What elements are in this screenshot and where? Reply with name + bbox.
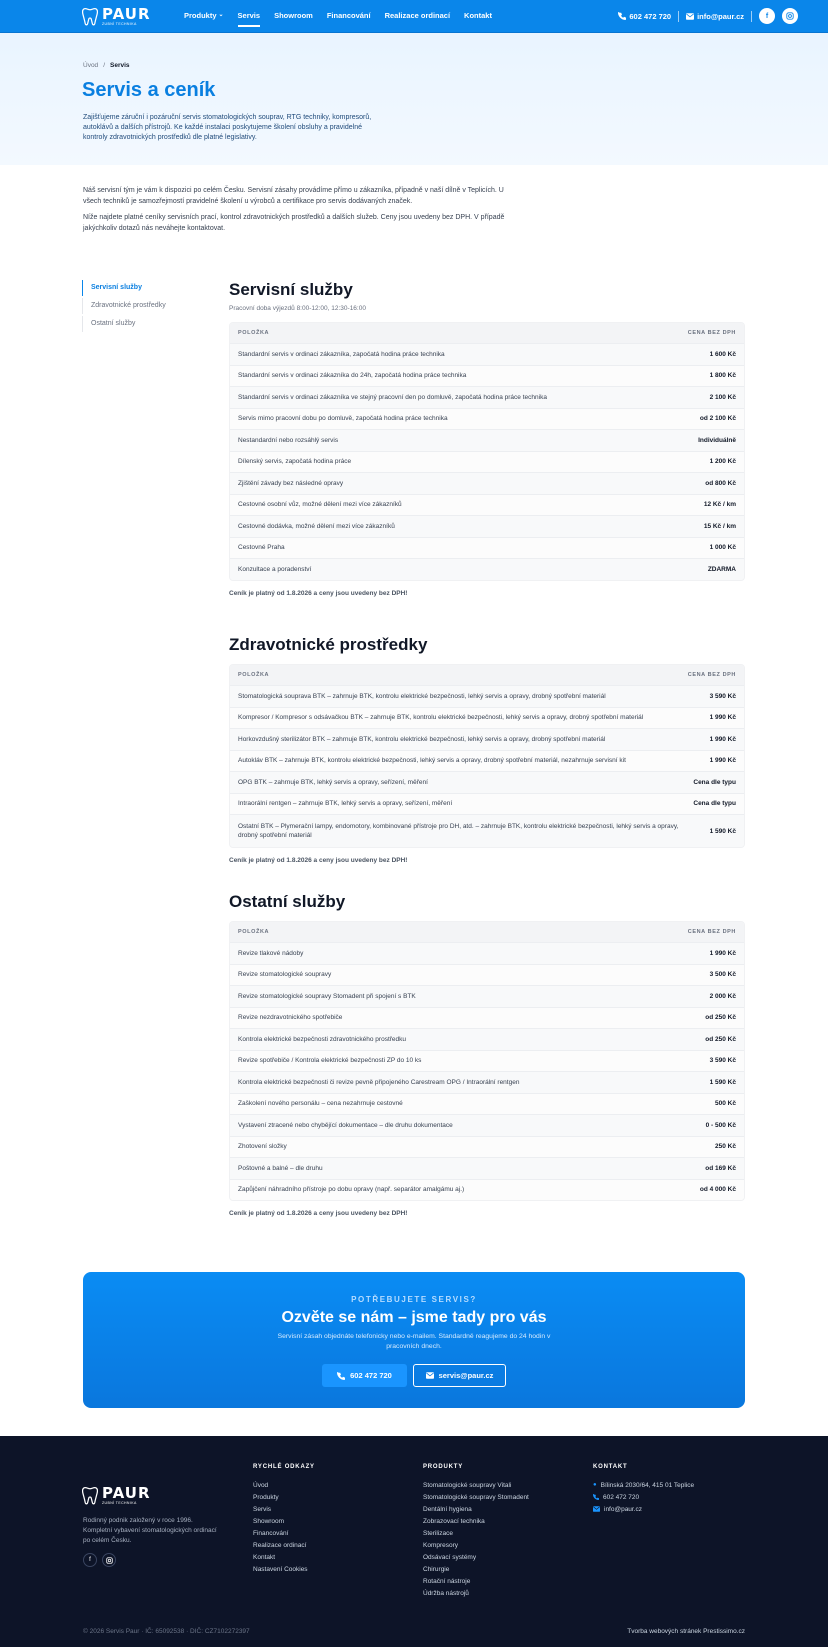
footer-contact xyxy=(593,1464,694,1515)
row-description: Revize stomatologické soupravy xyxy=(238,971,332,979)
section-servisni-sluzby xyxy=(229,280,745,597)
table-row xyxy=(230,472,744,494)
breadcrumb xyxy=(83,62,130,69)
table-row xyxy=(230,494,744,516)
table-row xyxy=(230,985,744,1007)
table-row xyxy=(230,728,744,750)
nav-label: Kontakt xyxy=(464,11,492,20)
footer-column-title: PRODUKTY xyxy=(423,1464,464,1470)
column-header-item: POLOŽKA xyxy=(238,929,270,935)
brand-tagline: ZUBNÍ TECHNIKA xyxy=(102,21,137,26)
footer-brand-tagline: ZUBNÍ TECHNIKA xyxy=(102,1500,137,1505)
row-price: 1 800 Kč xyxy=(709,372,736,380)
table-row xyxy=(230,707,744,729)
footer-column-title: KONTAKT xyxy=(593,1464,628,1470)
instagram-icon[interactable] xyxy=(782,8,798,24)
phone-icon xyxy=(337,1372,345,1380)
table-header xyxy=(230,323,744,343)
header-phone: 602 472 720 xyxy=(629,11,672,21)
email-button-label: servis@paur.cz xyxy=(438,1371,494,1380)
footer-link[interactable]: Sterilizace xyxy=(423,1529,453,1537)
row-description: Zaškolení nového personálu – cena nezahrnuje cestovné xyxy=(238,1100,403,1108)
row-description: Cestovné Praha xyxy=(238,544,285,552)
footer-link[interactable]: Chirurgie xyxy=(423,1565,450,1573)
row-price: 12 Kč / km xyxy=(703,501,736,509)
footer-email: info@paur.cz xyxy=(604,1505,643,1513)
row-price: 1 990 Kč xyxy=(709,757,736,765)
section-title: Zdravotnické prostředky xyxy=(229,635,428,654)
row-description: Cestovné dodávka, možné dělení mezi více zákazníků xyxy=(238,522,395,530)
nav-item-kontakt[interactable] xyxy=(464,11,492,27)
table-row xyxy=(230,750,744,772)
row-description: Revize nezdravotnického spotřebiče xyxy=(238,1014,343,1022)
row-description: Revize spotřebiče / Kontrola elektrické bezpečnosti ZP do 10 ks xyxy=(238,1057,422,1065)
footer-brand: PAUR xyxy=(102,1483,151,1502)
divider xyxy=(751,11,752,22)
table-row xyxy=(230,429,744,451)
cta-title: Ozvěte se nám – jsme tady pro vás xyxy=(281,1309,547,1326)
row-description: Revize tlakové nádoby xyxy=(238,949,304,957)
row-description: Kompresor / Kompresor s odsávačkou BTK – zahrnuje BTK, kontrolu elektrické bezpečnosti, lehký servis a opravy, drobný spotřební materiál xyxy=(238,714,644,722)
footer-address-text: Bílinská 2030/64, 415 01 Teplice xyxy=(600,1481,695,1489)
breadcrumb-home[interactable]: Úvod xyxy=(83,62,99,69)
instagram-icon[interactable] xyxy=(102,1553,116,1567)
row-price: 2 000 Kč xyxy=(709,992,736,1000)
sidenav-item-zdravotnicke-prostredky[interactable]: Zdravotnické prostředky xyxy=(82,298,202,314)
table-row xyxy=(230,558,744,580)
mail-icon xyxy=(426,1372,434,1379)
row-description: Zjištění závady bez následné opravy xyxy=(238,479,344,487)
tooth-icon xyxy=(82,1486,98,1505)
divider xyxy=(678,11,679,22)
site-footer xyxy=(0,1436,828,1647)
logo[interactable] xyxy=(82,4,151,26)
price-note: Ceník je platný od 1.8.2026 a ceny jsou uvedeny bez DPH! xyxy=(229,1210,408,1217)
row-price: od 2 100 Kč xyxy=(699,415,736,423)
header-email: info@paur.cz xyxy=(697,11,744,21)
row-description: Intraorální rentgen – zahrnuje BTK, lehký servis a opravy, seřízení, měření xyxy=(238,800,453,808)
chevron-down-icon: ⌄ xyxy=(218,12,224,18)
row-price: 1 600 Kč xyxy=(709,350,736,358)
row-price: od 250 Kč xyxy=(705,1014,736,1022)
section-title: Ostatní služby xyxy=(229,892,346,911)
footer-social xyxy=(83,1553,116,1567)
column-header-price: CENA BEZ DPH xyxy=(687,330,736,336)
footer-link[interactable]: Kompresory xyxy=(423,1541,459,1549)
table-row xyxy=(230,1114,744,1136)
email-button[interactable] xyxy=(413,1364,506,1387)
footer-products xyxy=(423,1464,529,1599)
price-note: Ceník je platný od 1.8.2026 a ceny jsou uvedeny bez DPH! xyxy=(229,857,408,865)
row-description: Revize stomatologické soupravy Stomadent při spojení s BTK xyxy=(238,992,416,1000)
row-price: 3 500 Kč xyxy=(709,971,736,979)
footer-link[interactable]: Produkty xyxy=(253,1493,279,1501)
row-description: OPG BTK – zahrnuje BTK, lehký servis a opravy, seřízení, měření xyxy=(238,778,428,786)
column-header-item: POLOŽKA xyxy=(238,330,270,336)
row-description: Vystavení ztracené nebo chybějící dokumentace – dle druhu dokumentace xyxy=(238,1121,453,1129)
copyright: © 2026 Servis Paur · IČ: 65092538 · DIČ: CZ7102272397 xyxy=(83,1628,250,1635)
table-row xyxy=(230,537,744,559)
section-subtitle: Pracovní doba výjezdů 8:00-12:00, 12:30-16:00 xyxy=(229,305,366,312)
footer-address xyxy=(593,1479,694,1491)
row-price: 15 Kč / km xyxy=(703,522,736,530)
cta-buttons xyxy=(83,1364,745,1387)
row-description: Konzultace a poradenství xyxy=(238,565,312,573)
nav-label: Servis xyxy=(237,11,261,20)
table-header xyxy=(230,922,744,942)
footer-link[interactable]: Showroom xyxy=(253,1517,285,1525)
price-table xyxy=(229,664,745,848)
nav-label: Produkty xyxy=(184,11,217,20)
footer-link[interactable]: Odsávací systémy xyxy=(423,1553,477,1561)
cta-kicker: POTŘEBUJETE SERVIS? xyxy=(351,1295,477,1304)
footer-column-title: RYCHLÉ ODKAZY xyxy=(253,1464,315,1470)
column-header-price: CENA BEZ DPH xyxy=(687,672,736,678)
row-description: Standardní servis v ordinaci zákazníka ve stejný pracovní den po domluvě, započatá hodina práce technika xyxy=(238,393,547,401)
table-row xyxy=(230,386,744,408)
row-price: od 250 Kč xyxy=(705,1035,736,1043)
nav-item-produkty[interactable] xyxy=(184,11,224,27)
nav-item-showroom[interactable] xyxy=(274,11,313,27)
footer-link[interactable]: Dentální hygiena xyxy=(423,1505,472,1513)
row-description: Kontrola elektrické bezpečnosti zdravotnického prostředku xyxy=(238,1035,407,1043)
row-price: 1 990 Kč xyxy=(709,714,736,722)
intro-text xyxy=(83,186,523,240)
phone-icon xyxy=(593,1494,599,1500)
section-ostatni-sluzby xyxy=(229,892,745,1217)
footer-about: Rodinný podnik založený v roce 1996. Kompletní vybavení stomatologických ordinací po celém Česku. xyxy=(83,1517,217,1544)
call-button[interactable] xyxy=(322,1364,407,1387)
row-price: 1 590 Kč xyxy=(709,827,736,835)
row-price: ZDARMA xyxy=(707,565,736,573)
row-price: 250 Kč xyxy=(715,1143,736,1151)
cta-description: Servisní zásah objednáte telefonicky nebo e-mailem. Standardně reagujeme do 24 hodin v pracovních dnech. xyxy=(277,1333,551,1350)
row-price: 500 Kč xyxy=(715,1100,736,1108)
price-table xyxy=(229,322,745,581)
footer-bottom-bar xyxy=(83,1628,745,1635)
table-row xyxy=(230,793,744,815)
nav-label: Realizace ordinací xyxy=(384,11,451,20)
section-title: Servisní služby xyxy=(229,280,353,299)
breadcrumb-separator: / xyxy=(103,62,105,69)
row-price: 3 590 Kč xyxy=(709,692,736,700)
row-price: Cena dle typu xyxy=(693,778,736,786)
footer-logo[interactable] xyxy=(82,1483,151,1505)
row-price: 1 990 Kč xyxy=(709,735,736,743)
hero-section xyxy=(0,33,828,165)
facebook-icon[interactable]: f xyxy=(83,1553,97,1567)
row-description: Zhotovení složky xyxy=(238,1143,287,1151)
row-price: 0 - 500 Kč xyxy=(705,1121,736,1129)
mail-icon xyxy=(593,1506,600,1512)
brand-name: PAUR xyxy=(102,4,151,23)
footer-link[interactable]: Zobrazovací technika xyxy=(423,1517,485,1525)
row-price: 1 200 Kč xyxy=(709,458,736,466)
row-description: Ostatní BTK – Plymerační lampy, endomotory, kombinované přístroje pro DH, atd. – zahrnuje BTK, kontrolu elektrické bezpečnosti, lehký servis a opravy, drobný spotřební materiál xyxy=(238,823,679,840)
phone-icon xyxy=(618,12,626,20)
nav-item-servis[interactable] xyxy=(238,11,261,27)
row-description: Cestovné osobní vůz, možné dělení mezi více zákazníků xyxy=(238,501,402,509)
row-price: 3 590 Kč xyxy=(709,1057,736,1065)
footer-link[interactable]: Stomatologické soupravy Stomadent xyxy=(423,1493,529,1501)
footer-link[interactable]: Financování xyxy=(253,1529,289,1537)
row-price: Cena dle typu xyxy=(693,800,736,808)
row-price: od 169 Kč xyxy=(705,1164,736,1172)
row-description: Autokláv BTK – zahrnuje BTK, kontrolu elektrické bezpečnosti, lehký servis a opravy, drobný spotřební materiál, nezahrnuje servisní kit xyxy=(238,757,626,765)
intro-paragraph: Níže najdete platné ceníky servisních prací, kontrol zdravotnických prostředků a dalších služeb. Ceny jsou uvedeny bez DPH. V případě jakýchkoliv dotazů nás neváhejte kontaktovat. xyxy=(83,214,505,232)
section-zdravotnicke-prostredky xyxy=(229,635,745,864)
footer-quick-links xyxy=(253,1464,315,1575)
row-description: Stomatologická souprava BTK – zahrnuje BTK, kontrolu elektrické bezpečnosti, lehký servis a opravy, drobný spotřební materiál xyxy=(238,692,606,700)
column-header-price: CENA BEZ DPH xyxy=(687,929,736,935)
row-price: 1 590 Kč xyxy=(709,1078,736,1086)
row-price: od 800 Kč xyxy=(705,479,736,487)
footer-link[interactable]: Údržba nástrojů xyxy=(423,1589,469,1597)
footer-link[interactable]: Rotační nástroje xyxy=(423,1577,471,1585)
footer-link[interactable]: Nastavení Cookies xyxy=(253,1565,308,1573)
row-description: Standardní servis v ordinaci zákazníka do 24h, započatá hodina práce technika xyxy=(238,372,467,380)
row-description: Standardní servis v ordinaci zákazníka, započatá hodina práce technika xyxy=(238,350,445,358)
footer-link[interactable]: Kontakt xyxy=(253,1553,276,1561)
header-email-link[interactable] xyxy=(686,12,744,21)
row-price: 2 100 Kč xyxy=(709,393,736,401)
footer-link[interactable]: Servis xyxy=(253,1505,272,1513)
breadcrumb-current: Servis xyxy=(110,62,130,69)
table-row xyxy=(230,685,744,707)
page-title: Servis a ceník xyxy=(82,79,216,101)
row-description: Poštovné a balné – dle druhu xyxy=(238,1164,323,1172)
section-sidenav xyxy=(82,280,202,334)
table-header xyxy=(230,665,744,685)
table-row xyxy=(230,942,744,964)
sidenav-item-servisni-sluzby[interactable]: Servisní služby xyxy=(82,280,202,296)
table-row xyxy=(230,343,744,365)
map-pin-icon: ● xyxy=(593,1482,597,1488)
row-price: 1 000 Kč xyxy=(709,544,736,552)
footer-link[interactable]: Realizace ordinací xyxy=(253,1541,307,1549)
table-row xyxy=(230,451,744,473)
sidenav-item-ostatni-sluzby[interactable]: Ostatní služby xyxy=(82,316,202,332)
table-row xyxy=(230,1050,744,1072)
table-row xyxy=(230,365,744,387)
mail-icon xyxy=(686,13,694,20)
nav-item-financovani[interactable] xyxy=(327,11,371,27)
nav-label: Financování xyxy=(326,11,371,20)
nav-label: Showroom xyxy=(274,11,313,20)
row-description: Nestandardní nebo rozsáhlý servis xyxy=(238,436,339,444)
row-price: Individuálně xyxy=(698,436,736,444)
hero-lead: Zajišťujeme záruční i pozáruční servis stomatologických souprav, RTG techniky, kompresorů, autoklávů a dalších přístrojů. Ke každé instalaci poskytujeme školení obsluhy a pravidelné kontroly zdravotnických prostředků dle platné legislativy. xyxy=(83,114,372,141)
footer-email-link[interactable] xyxy=(593,1503,694,1515)
nav-item-realizace[interactable] xyxy=(385,11,450,27)
row-price: 1 990 Kč xyxy=(709,949,736,957)
made-by-link[interactable]: Tvorba webových stránek Prestissimo.cz xyxy=(627,1628,745,1635)
footer-link[interactable]: Úvod xyxy=(253,1481,269,1489)
table-row xyxy=(230,408,744,430)
table-row xyxy=(230,814,744,847)
price-note: Ceník je platný od 1.8.2026 a ceny jsou uvedeny bez DPH! xyxy=(229,589,408,597)
main-nav xyxy=(184,11,492,27)
header-phone-link[interactable] xyxy=(618,12,671,21)
row-description: Servis mimo pracovní dobu po domluvě, započatá hodina práce technika xyxy=(238,415,448,423)
price-table xyxy=(229,921,745,1201)
row-description: Kontrola elektrické bezpečnosti či revize pevně připojeného Carestream OPG / Intraorální rentgen xyxy=(238,1078,520,1086)
column-header-item: POLOŽKA xyxy=(238,672,270,678)
table-row xyxy=(230,1136,744,1158)
table-row xyxy=(230,964,744,986)
table-row xyxy=(230,515,744,537)
intro-paragraph: Náš servisní tým je vám k dispozici po celém Česku. Servisní zásahy provádíme přímo u zákazníka, případně v naší dílně v Teplicích. U všech techniků je samozřejmostí pravidelné školení u výrobců a certifikace pro servis dodávaných značek. xyxy=(83,187,504,205)
row-description: Horkovzdušný sterilizátor BTK – zahrnuje BTK, kontrolu elektrické bezpečnosti, lehký servis a opravy, drobný spotřební materiál xyxy=(238,735,606,743)
footer-phone-link[interactable] xyxy=(593,1491,694,1503)
tooth-icon xyxy=(82,7,98,26)
top-navigation-bar xyxy=(0,0,828,33)
table-row xyxy=(230,1028,744,1050)
facebook-icon[interactable]: f xyxy=(759,8,775,24)
service-cta-banner xyxy=(83,1272,745,1408)
footer-link[interactable]: Stomatologické soupravy Vitali xyxy=(423,1481,512,1489)
call-button-label: 602 472 720 xyxy=(350,1371,392,1380)
row-price: od 4 000 Kč xyxy=(699,1186,736,1194)
table-row xyxy=(230,1071,744,1093)
table-row xyxy=(230,1093,744,1115)
table-row xyxy=(230,1179,744,1201)
row-description: Dílenský servis, započatá hodina práce xyxy=(238,458,352,466)
header-contact xyxy=(618,8,798,24)
table-row xyxy=(230,771,744,793)
table-row xyxy=(230,1157,744,1179)
footer-phone: 602 472 720 xyxy=(603,1493,640,1501)
table-row xyxy=(230,1007,744,1029)
row-description: Zapůjčení náhradního přístroje po dobu opravy (např. separátor amalgámu aj.) xyxy=(238,1186,465,1194)
